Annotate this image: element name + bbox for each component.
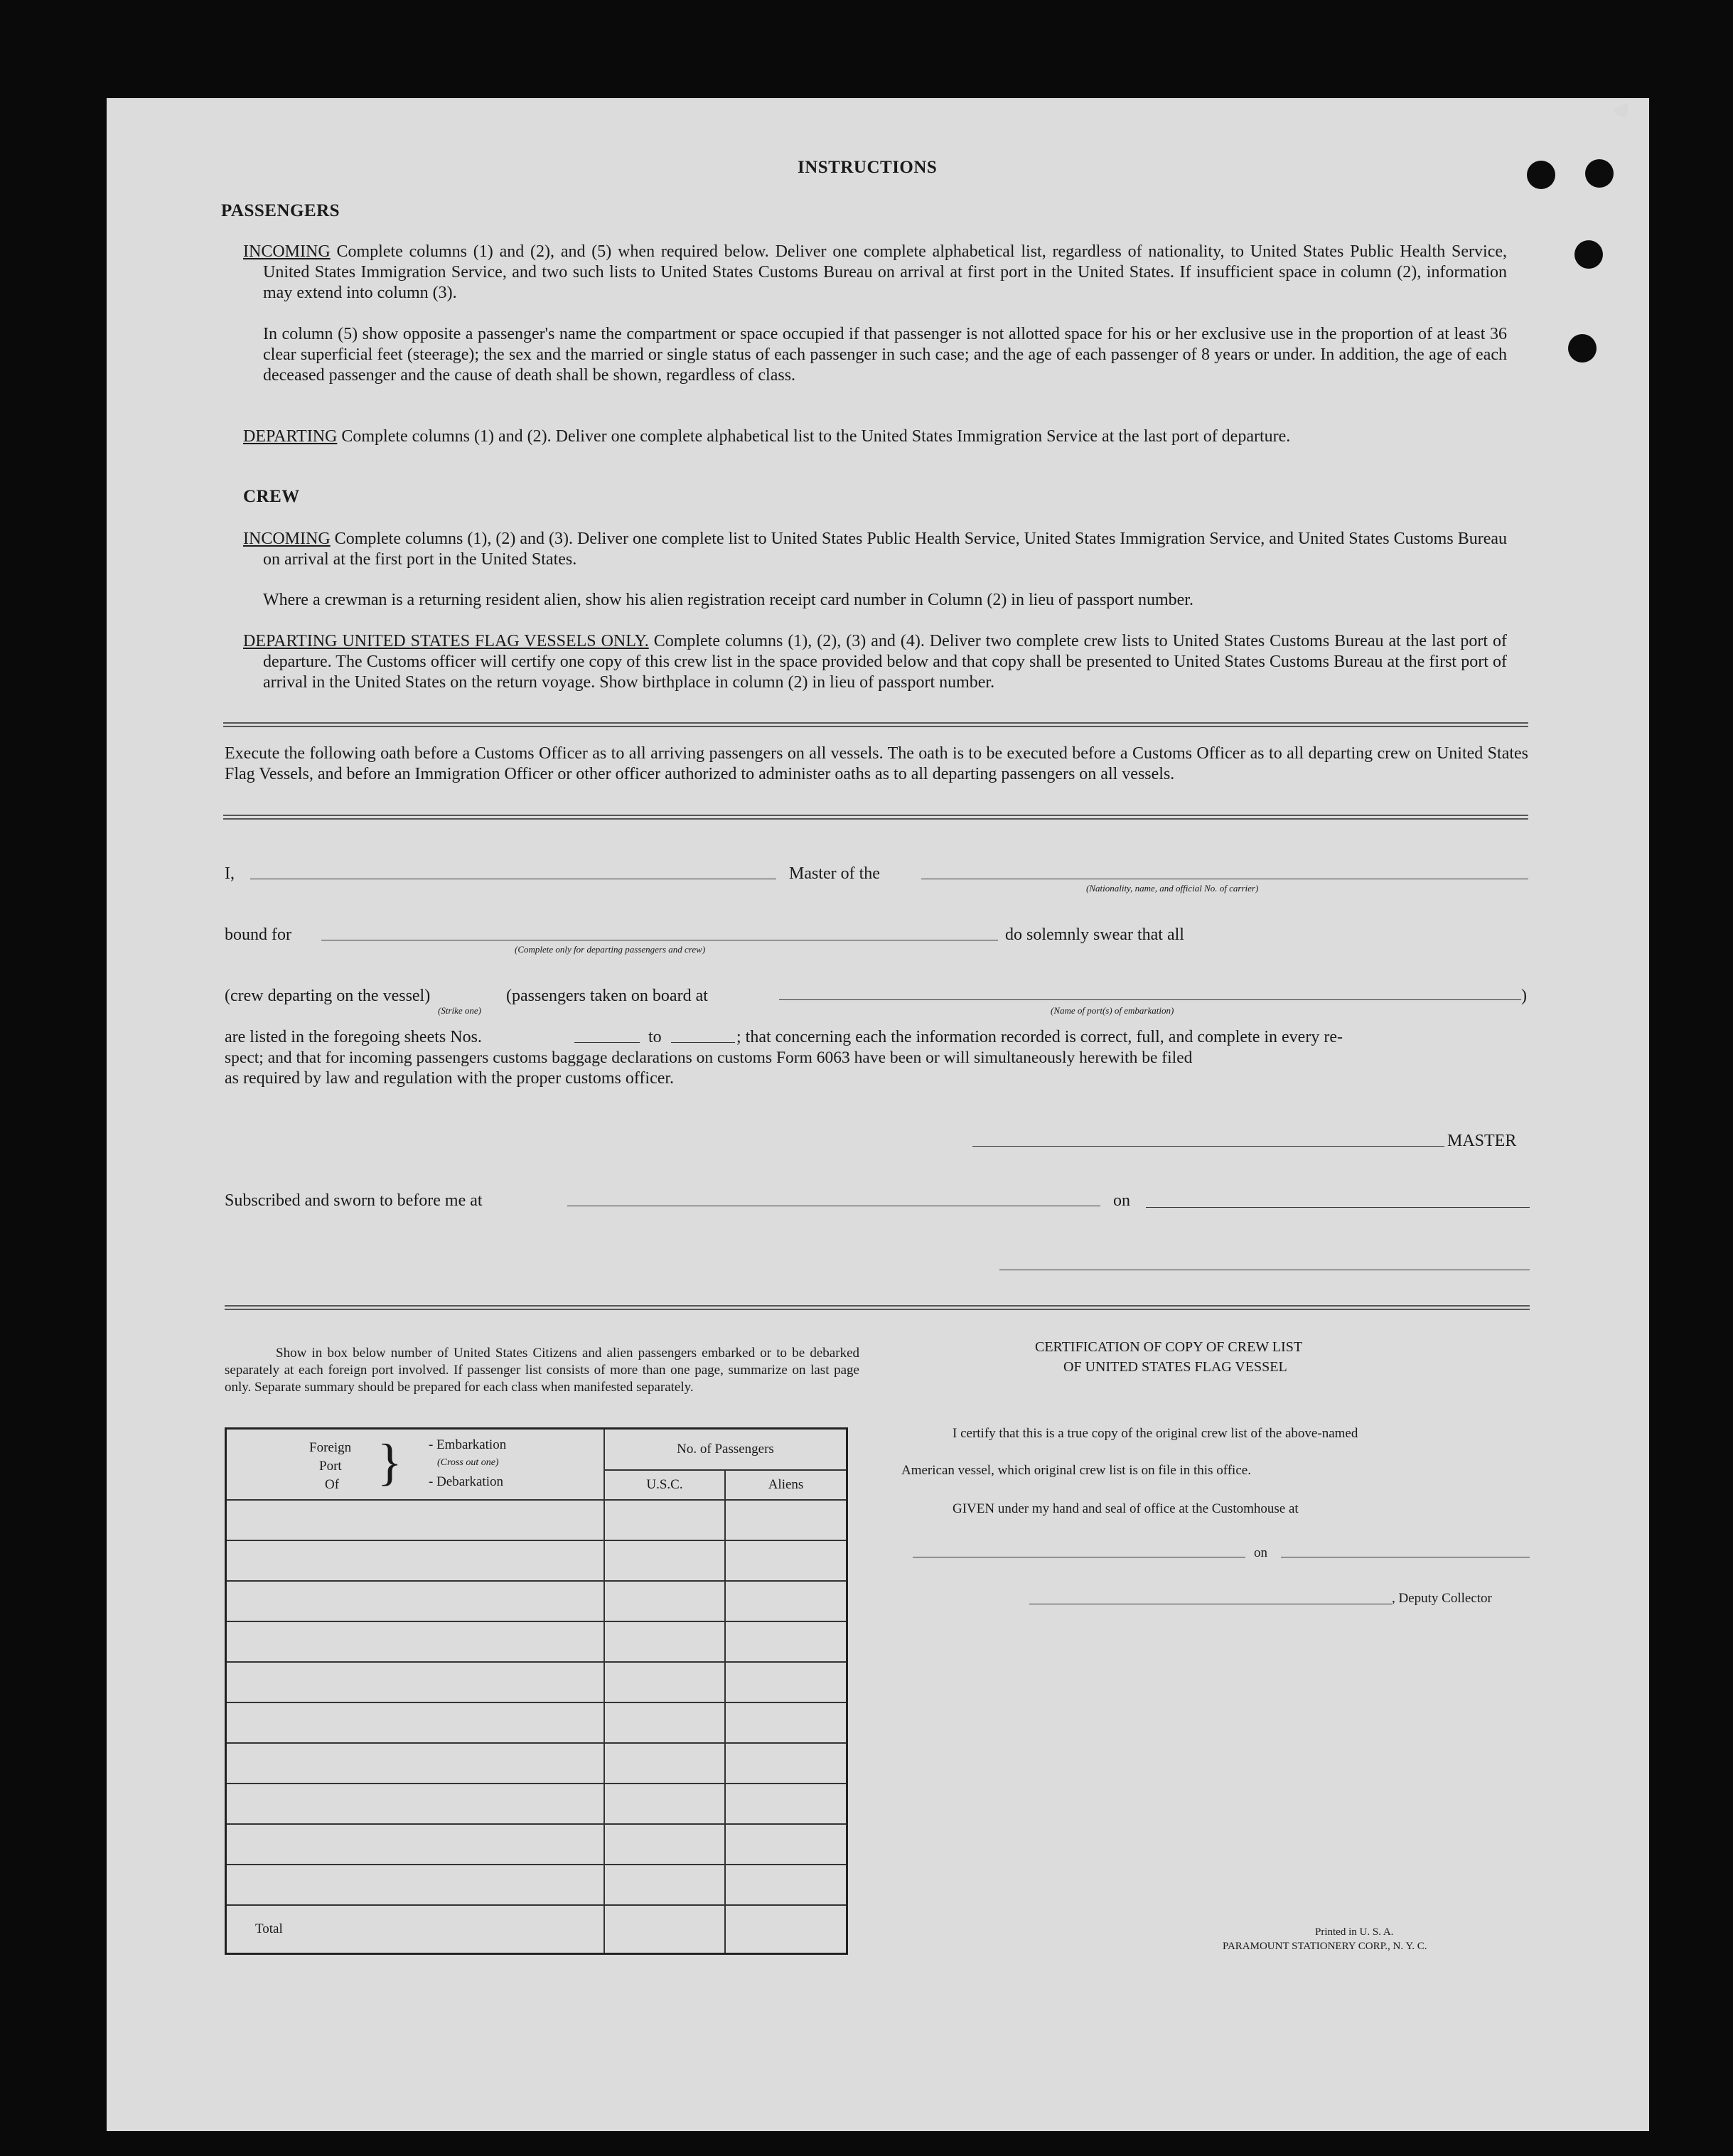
bound-for-label: bound for (225, 926, 291, 944)
table-row (226, 1702, 847, 1743)
passengers-heading: PASSENGERS (221, 201, 340, 220)
crew-departing-option: (crew departing on the vessel) (225, 987, 431, 1005)
passengers-taken-option: (passengers taken on board at (506, 987, 708, 1005)
bound-for-caption: (Complete only for departing passengers and crew) (515, 944, 706, 955)
usc-total-cell[interactable] (604, 1905, 725, 1954)
usc-cell[interactable] (604, 1784, 725, 1824)
sheet-to-field[interactable] (671, 1042, 735, 1043)
section-divider (223, 815, 1528, 820)
to-label: to (648, 1028, 662, 1046)
table-row (226, 1824, 847, 1865)
port-cell[interactable] (226, 1540, 605, 1581)
passenger-summary-table (225, 1427, 848, 1955)
corner-mark (1614, 102, 1629, 118)
table-row (226, 1662, 847, 1702)
port-label: Port (319, 1459, 342, 1474)
table-row (226, 1865, 847, 1905)
oath-intro: Execute the following oath before a Customs Officer as to all arriving passengers on all vessels. The oath is to be executed before a Customs Officer as to all departing crew on United States Flag Vessels, and before an Immigration Officer or other officer authorized to administer oaths as to all departing passengers on all vessels. (225, 744, 1528, 783)
master-label: MASTER (1447, 1132, 1517, 1150)
punch-hole (1574, 240, 1603, 269)
required-line: as required by law and regulation with the proper customs officer. (225, 1069, 675, 1088)
usc-cell[interactable] (604, 1824, 725, 1865)
crew-incoming-paragraph (243, 529, 1507, 570)
port-cell[interactable] (226, 1581, 605, 1621)
total-label: Total (226, 1905, 605, 1954)
passengers-departing-lead: DEPARTING (243, 427, 338, 446)
subscribed-label: Subscribed and sworn to before me at (225, 1191, 483, 1210)
usc-header: U.S.C. (604, 1470, 725, 1500)
aliens-total-cell[interactable] (725, 1905, 847, 1954)
usc-cell[interactable] (604, 1702, 725, 1743)
strike-one-caption: (Strike one) (438, 1005, 482, 1016)
aliens-cell[interactable] (725, 1784, 847, 1824)
usc-cell[interactable] (604, 1662, 725, 1702)
aliens-cell[interactable] (725, 1540, 847, 1581)
crew-departing-lead: DEPARTING UNITED STATES FLAG VESSELS ONLY. (243, 632, 649, 650)
crew-resident-paragraph: Where a crewman is a returning resident alien, show his alien registration receipt card number in Column (2) in lieu of passport number. (263, 591, 1193, 609)
master-signature-field[interactable] (972, 1146, 1444, 1147)
listed-in-label: are listed in the foregoing sheets Nos. (225, 1028, 482, 1046)
brace-icon: } (377, 1434, 402, 1491)
port-cell[interactable] (226, 1784, 605, 1824)
port-cell[interactable] (226, 1662, 605, 1702)
table-row (226, 1743, 847, 1784)
oath-i-label: I, (225, 864, 235, 883)
passengers-departing-text: Complete columns (1) and (2). Deliver one complete alphabetical list to the United States Immigration Service at the last port of departure. (337, 427, 1291, 446)
passengers-incoming-lead: INCOMING (243, 242, 331, 261)
usc-cell[interactable] (604, 1621, 725, 1662)
aliens-cell[interactable] (725, 1865, 847, 1905)
close-paren: ) (1521, 987, 1527, 1005)
aliens-cell[interactable] (725, 1702, 847, 1743)
sworn-date-field[interactable] (1146, 1207, 1530, 1208)
printed-in-usa: Printed in U. S. A. (1315, 1926, 1394, 1938)
section-divider (223, 722, 1528, 727)
usc-cell[interactable] (604, 1865, 725, 1905)
crew-heading: CREW (243, 487, 300, 506)
foreign-label: Foreign (309, 1440, 352, 1455)
section-divider (225, 1305, 1530, 1310)
table-row (226, 1540, 847, 1581)
printer-name: PARAMOUNT STATIONERY CORP., N. Y. C. (1223, 1941, 1427, 1952)
table-row (226, 1784, 847, 1824)
sheet-from-field[interactable] (574, 1042, 640, 1043)
aliens-cell[interactable] (725, 1662, 847, 1702)
passengers-incoming-paragraph (243, 242, 1507, 304)
listed-rest: ; that concerning each the information recorded is correct, full, and complete in every re- (736, 1028, 1343, 1046)
certification-title-2: OF UNITED STATES FLAG VESSEL (1063, 1359, 1287, 1375)
carrier-caption: (Nationality, name, and official No. of carrier) (1086, 883, 1259, 894)
passengers-incoming-text: Complete columns (1) and (2), and (5) when required below. Deliver one complete alphabetical list, regardless of nationality, to United States Public Health Service, United States Immigration Service, and two such lists to United States Customs Bureau on arrival at first port in the United States. If insufficient space in column (2), information may extend into column (3). (263, 242, 1507, 302)
aliens-cell[interactable] (725, 1581, 847, 1621)
cross-out-caption: (Cross out one) (437, 1457, 499, 1468)
certification-title-1: CERTIFICATION OF COPY OF CREW LIST (1035, 1339, 1303, 1355)
table-row (226, 1581, 847, 1621)
port-cell[interactable] (226, 1743, 605, 1784)
crew-departing-text: Complete columns (1), (2), (3) and (4). Deliver two complete crew lists to United States Customs Bureau at the last port of departure. The Customs officer will certify one copy of this crew list in the space provided below and that copy shall be presented to United States Customs Bureau at the first port of arrival in the United States on the return voyage. Show birthplace in column (2) in lieu of passport number. (263, 632, 1507, 692)
foreign-port-header-cell (226, 1429, 605, 1501)
aliens-cell[interactable] (725, 1824, 847, 1865)
aliens-cell[interactable] (725, 1500, 847, 1540)
usc-cell[interactable] (604, 1743, 725, 1784)
crew-departing-paragraph (243, 631, 1507, 693)
certify-line-2: American vessel, which original crew list is on file in this office. (901, 1463, 1251, 1478)
port-cell[interactable] (226, 1621, 605, 1662)
port-cell[interactable] (226, 1865, 605, 1905)
crew-incoming-lead: INCOMING (243, 530, 331, 548)
usc-cell[interactable] (604, 1581, 725, 1621)
aliens-cell[interactable] (725, 1743, 847, 1784)
embarkation-ports-field[interactable] (779, 999, 1521, 1000)
given-line: GIVEN under my hand and seal of office at the Customhouse at (953, 1501, 1299, 1516)
cert-on-label: on (1254, 1545, 1267, 1560)
ports-caption: (Name of port(s) of embarkation) (1051, 1005, 1174, 1016)
total-row (226, 1905, 847, 1954)
aliens-cell[interactable] (725, 1621, 847, 1662)
summary-note: Show in box below number of United States Citizens and alien passengers embarked or to be debarked separately at each foreign port involved. If passenger list consists of more than one page, summarize on last page only. Separate summary should be prepared for each class when manifested separately. (225, 1346, 859, 1395)
punch-hole (1585, 159, 1614, 188)
embarkation-label: - Embarkation (429, 1437, 507, 1452)
table-row (226, 1621, 847, 1662)
master-of-the-label: Master of the (789, 864, 880, 883)
port-cell[interactable] (226, 1824, 605, 1865)
usc-cell[interactable] (604, 1500, 725, 1540)
sworn-on-label: on (1113, 1191, 1130, 1210)
debarkation-label: - Debarkation (429, 1474, 503, 1489)
instructions-title: INSTRUCTIONS (798, 158, 938, 177)
spect-line: spect; and that for incoming passengers customs baggage declarations on customs Form 6063 have been or will simultaneously herewith be filed (225, 1048, 1193, 1067)
certify-line-1: I certify that this is a true copy of the original crew list of the above-named (953, 1426, 1358, 1441)
aliens-header: Aliens (725, 1470, 847, 1500)
deputy-collector-label: , Deputy Collector (1392, 1591, 1492, 1606)
usc-cell[interactable] (604, 1540, 725, 1581)
solemnly-swear-label: do solemnly swear that all (1005, 926, 1184, 944)
port-cell[interactable] (226, 1702, 605, 1743)
of-label: Of (325, 1477, 340, 1492)
passengers-column5-paragraph: In column (5) show opposite a passenger's name the compartment or space occupied if that passenger is not allotted space for his or her exclusive use in the proportion of at least 36 clear superficial feet (steerage); the sex and the married or single status of each passenger in such case; and the age of each passenger of 8 years or under. In addition, the age of each deceased passenger and the cause of death shall be shown, regardless of class. (263, 325, 1507, 385)
crew-incoming-text: Complete columns (1), (2) and (3). Deliver one complete list to United States Public Health Service, United States Immigration Service, and United States Customs Bureau on arrival at the first port in the United States. (263, 530, 1507, 569)
passengers-departing-paragraph (243, 427, 1507, 447)
punch-hole (1568, 334, 1597, 363)
no-passengers-header: No. of Passengers (604, 1429, 847, 1471)
port-cell[interactable] (226, 1500, 605, 1540)
punch-hole (1527, 161, 1555, 189)
table-row (226, 1500, 847, 1540)
